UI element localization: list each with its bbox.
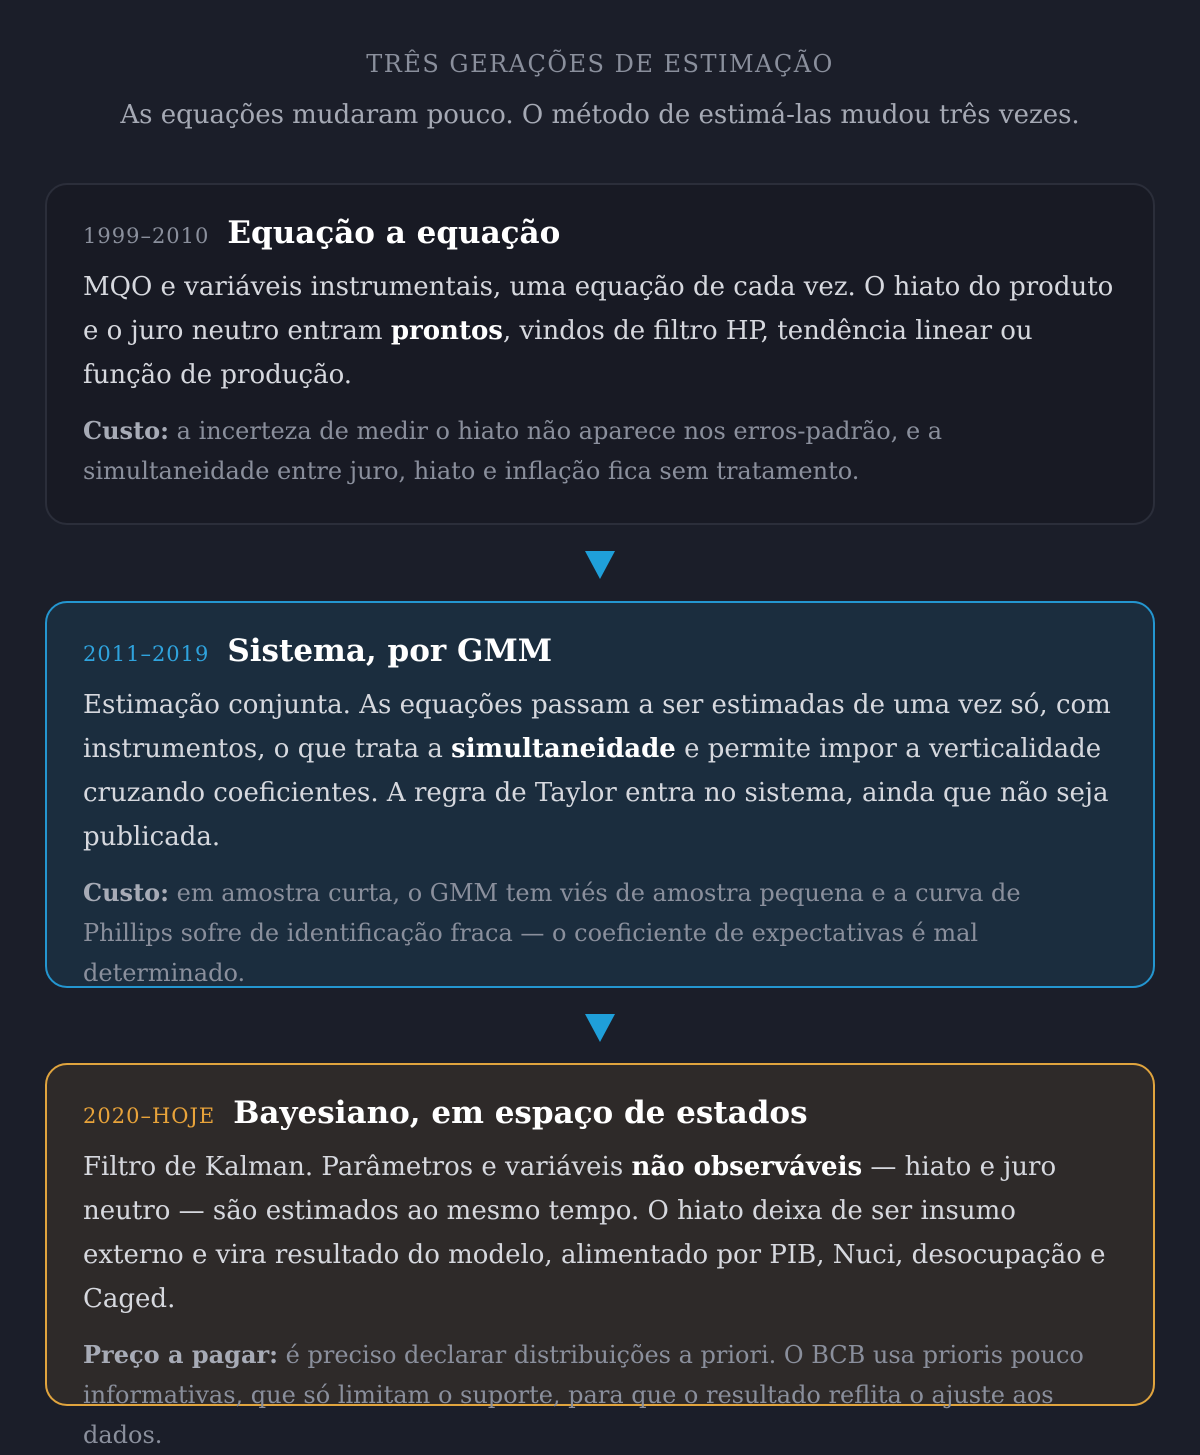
card-heading <box>83 1095 1117 1131</box>
card-description-emphasis: não observáveis <box>631 1152 863 1182</box>
card-description-text: MQO e variáveis instrumentais, uma equação de cada vez. O hiato do produto e o juro neutro entram <box>83 272 1114 346</box>
card-cost-note <box>83 411 1117 491</box>
card-description <box>83 683 1117 859</box>
card-period: 1999–2010 <box>83 224 210 248</box>
generation-card-2020-hoje <box>45 1063 1155 1449</box>
section-subtitle: As equações mudaram pouco. O método de estimá-las mudou três vezes. <box>120 100 1080 130</box>
card-description-text: e permite impor a verticalidade cruzando coeficientes. A regra de Taylor entra no sistema, ainda que não seja publicada. <box>83 734 1109 852</box>
card-title: Bayesiano, em espaço de estados <box>233 1095 808 1131</box>
card-cost-text: a incerteza de medir o hiato não aparece nos erros-padrão, e a simultaneidade entre juro, hiato e inflação fica sem tratamento. <box>83 417 943 485</box>
card-title: Equação a equação <box>227 215 561 251</box>
card-title: Sistema, por GMM <box>227 633 553 669</box>
section-kicker: TRÊS GERAÇÕES DE ESTIMAÇÃO <box>366 50 834 78</box>
card-description-emphasis: prontos <box>390 316 503 346</box>
card-cost-text: em amostra curta, o GMM tem viés de amostra pequena e a curva de Phillips sofre de identificação fraca — o coeficiente de expectativas é mal determinado. <box>83 879 1021 987</box>
card-cost-label: Custo: <box>83 878 170 907</box>
card-cost-note <box>83 1335 1117 1455</box>
card-heading <box>83 215 1117 251</box>
card-period: 2011–2019 <box>83 642 210 666</box>
generation-card-1999-2010 <box>45 183 1155 525</box>
card-period: 2020–HOJE <box>83 1104 216 1128</box>
card-cost-label: Custo: <box>83 416 170 445</box>
card-heading <box>83 633 1117 669</box>
card-description <box>83 1145 1117 1321</box>
card-cost-note <box>83 873 1117 993</box>
card-description-text: Estimação conjunta. As equações passam a ser estimadas de uma vez só, com instrumentos, o que trata a <box>83 690 1111 764</box>
card-cost-text: é preciso declarar distribuições a priori. O BCB usa prioris pouco informativas, que só limitam o suporte, para que o resultado reflita o ajuste aos dados. <box>83 1341 1084 1449</box>
card-description <box>83 265 1117 397</box>
card-description-text: Filtro de Kalman. Parâmetros e variáveis <box>83 1152 632 1182</box>
card-description-emphasis: simultaneidade <box>451 734 676 764</box>
triangle-down-icon <box>585 551 615 579</box>
generation-card-2011-2019 <box>45 601 1155 988</box>
card-description-text: — hiato e juro neutro — são estimados ao mesmo tempo. O hiato deixa de ser insumo externo e vira resultado do modelo, alimentado por PIB, Nuci, desocupação e Caged. <box>83 1152 1106 1314</box>
card-cost-label: Preço a pagar: <box>83 1340 279 1369</box>
triangle-down-icon <box>585 1014 615 1042</box>
card-description-text: , vindos de filtro HP, tendência linear ou função de produção. <box>83 316 1033 390</box>
